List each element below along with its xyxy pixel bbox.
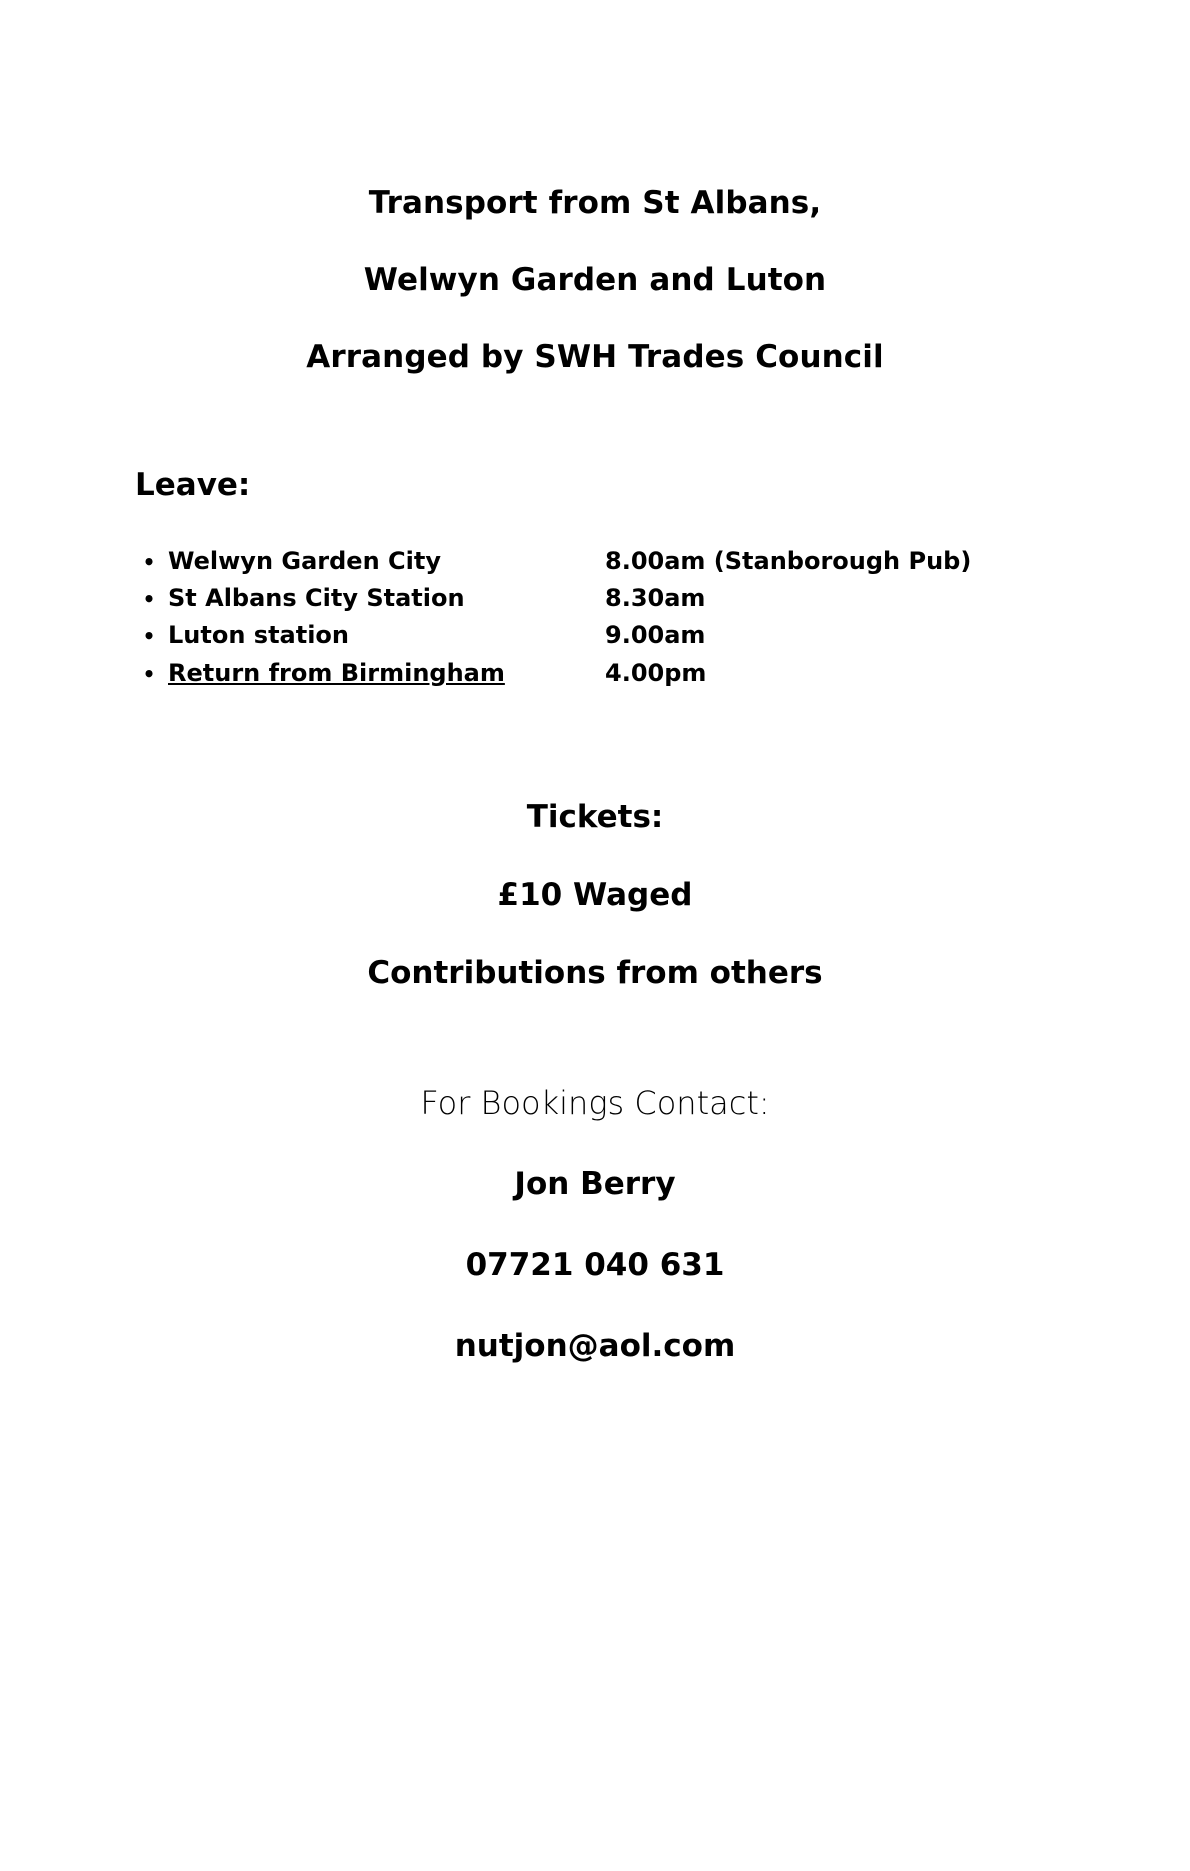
list-item	[130, 543, 1060, 580]
stop-time: 8.30am	[605, 584, 706, 613]
schedule-list	[130, 543, 1060, 692]
stop-time: 8.00am (Stanborough Pub)	[605, 547, 972, 575]
title-line-1: Transport from St Albans,	[368, 185, 822, 221]
bullet-icon: •	[142, 624, 156, 649]
bullet-icon: •	[142, 550, 156, 574]
list-item	[130, 655, 1060, 692]
stop-name: Welwyn Garden City	[168, 547, 441, 575]
title-block	[130, 185, 1060, 375]
stop-name: St Albans City Station	[168, 584, 465, 613]
ticket-note: Contributions from others	[367, 954, 823, 991]
title-line-2: Welwyn Garden and Luton	[363, 262, 827, 298]
tickets-block	[130, 798, 1060, 991]
contact-phone: 07721 040 631	[465, 1246, 725, 1283]
bullet-icon: •	[142, 661, 156, 686]
list-item	[130, 617, 1060, 654]
list-item	[130, 580, 1060, 617]
tickets-heading: Tickets:	[526, 798, 664, 835]
stop-name: Luton station	[168, 621, 350, 650]
contact-email: nutjon@aol.com	[454, 1327, 736, 1364]
title-line-3: Arranged by SWH Trades Council	[306, 339, 884, 375]
stop-time: 4.00pm	[605, 658, 707, 687]
ticket-price: £10 Waged	[497, 876, 693, 913]
bookings-block	[130, 1083, 1060, 1364]
stop-time: 9.00am	[605, 621, 706, 650]
bookings-intro: For Bookings Contact:	[420, 1083, 770, 1122]
flyer-page	[0, 185, 1190, 1871]
leave-heading: Leave:	[135, 467, 251, 503]
contact-name: Jon Berry	[514, 1165, 676, 1202]
stop-name: Return from Birmingham	[168, 658, 505, 687]
bullet-icon: •	[142, 587, 156, 612]
